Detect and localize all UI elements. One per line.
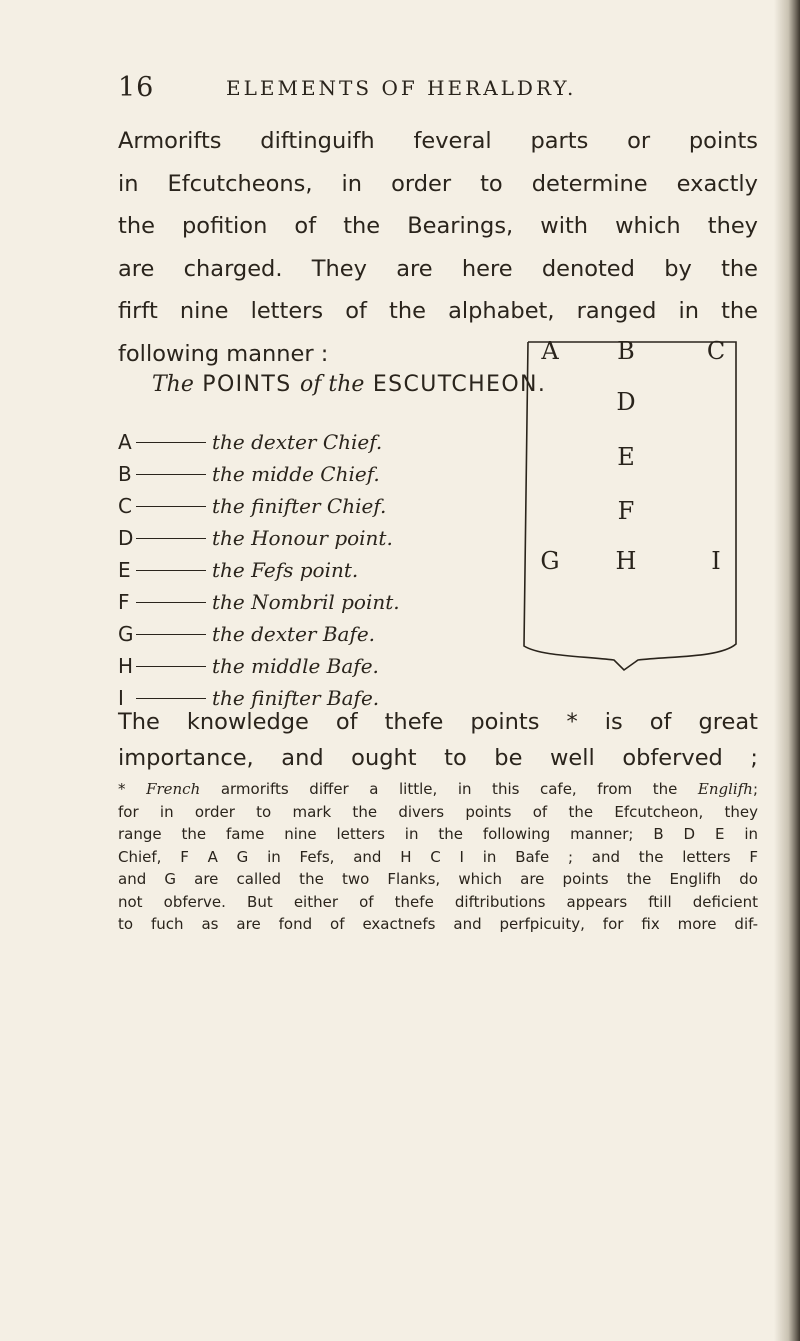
dash xyxy=(136,698,206,699)
running-title: ELEMENTS OF HERALDRY. xyxy=(226,76,577,100)
shield-letter-f: F xyxy=(617,497,635,525)
point-letter: F xyxy=(118,590,130,614)
point-letter: A xyxy=(118,430,132,454)
point-description: the finifter Bafe. xyxy=(212,686,380,710)
text-line: importance, and ought to be well obferved ; xyxy=(118,745,758,771)
text-line: the pofition of the Bearings, with which they xyxy=(118,213,758,239)
shield-letter-e: E xyxy=(617,443,635,471)
footnote-text: ; xyxy=(752,780,758,798)
shield-letter-b: B xyxy=(617,337,635,365)
point-row xyxy=(118,586,498,618)
point-description: the Nombril point. xyxy=(212,590,400,614)
dash xyxy=(136,634,206,635)
shield-letter-d: D xyxy=(616,388,636,416)
point-letter: G xyxy=(118,622,134,646)
title-word: The xyxy=(152,372,194,397)
point-description: the Fefs point. xyxy=(212,558,359,582)
footnote-line xyxy=(118,778,758,801)
footnote-line: range the fame nine letters in the following manner; B D E in xyxy=(118,825,758,843)
dash xyxy=(136,474,206,475)
dash xyxy=(136,442,206,443)
point-description: the Honour point. xyxy=(212,526,393,550)
footnote xyxy=(118,778,758,936)
footnote-line: to fuch as are fond of exactnefs and perfpicuity, for fix more dif- xyxy=(118,915,758,933)
point-description: the midde Chief. xyxy=(212,462,380,486)
running-header xyxy=(118,72,758,106)
point-row xyxy=(118,650,498,682)
points-list xyxy=(118,426,498,714)
point-letter: D xyxy=(118,526,134,550)
point-description: the dexter Chief. xyxy=(212,430,383,454)
page-edge-shadow xyxy=(774,0,800,1341)
point-description: the dexter Bafe. xyxy=(212,622,376,646)
point-row xyxy=(118,554,498,586)
point-row xyxy=(118,618,498,650)
text-line: The knowledge of thefe points * is of great xyxy=(118,709,758,735)
knowledge-paragraph xyxy=(118,704,758,776)
page-number: 16 xyxy=(118,72,155,103)
dash xyxy=(136,570,206,571)
text-line: Armorifts diftinguifh feveral parts or points xyxy=(118,128,758,154)
footnote-word-english: Englifh xyxy=(697,780,753,798)
dash xyxy=(136,666,206,667)
dash xyxy=(136,506,206,507)
shield-letter-c: C xyxy=(706,337,726,365)
shield-letter-i: I xyxy=(711,547,721,575)
point-letter: H xyxy=(118,654,134,678)
point-letter: I xyxy=(118,686,124,710)
text-line: firft nine letters of the alphabet, ranged in the xyxy=(118,298,758,324)
point-letter: C xyxy=(118,494,132,518)
escutcheon-diagram xyxy=(520,326,740,696)
title-word: of the xyxy=(300,372,365,397)
footnote-text: armorifts differ a little, in this cafe, from the xyxy=(220,780,678,798)
footnote-line: Chief, F A G in Fefs, and H C I in Bafe ; and the letters F xyxy=(118,847,758,866)
footnote-line: for in order to mark the divers points of the Efcutcheon, they xyxy=(118,802,758,821)
point-letter: E xyxy=(118,558,131,582)
shield-letter-g: G xyxy=(540,547,560,575)
point-row xyxy=(118,490,498,522)
dash xyxy=(136,538,206,539)
point-row xyxy=(118,458,498,490)
point-row xyxy=(118,522,498,554)
point-description: the middle Bafe. xyxy=(212,654,379,678)
title-word: ESCUTCHEON. xyxy=(372,372,547,397)
title-word: POINTS xyxy=(202,372,292,397)
footnote-line: not obferve. But either of thefe diftributions appears ftill deficient xyxy=(118,892,758,911)
point-letter: B xyxy=(118,462,132,486)
footnote-word-french: French xyxy=(146,780,201,798)
dash xyxy=(136,602,206,603)
shield-letter-h: H xyxy=(615,547,637,575)
text-line: are charged. They are here denoted by the xyxy=(118,255,758,282)
text-line: following manner : xyxy=(118,340,329,367)
footnote-line: and G are called the two Flanks, which are points the Englifh do xyxy=(118,870,758,888)
text-line: in Efcutcheons, in order to determine exactly xyxy=(118,170,758,197)
footnote-marker: * xyxy=(118,780,126,798)
shield-letter-a: A xyxy=(541,337,559,365)
point-description: the finifter Chief. xyxy=(212,494,387,518)
point-row xyxy=(118,426,498,458)
